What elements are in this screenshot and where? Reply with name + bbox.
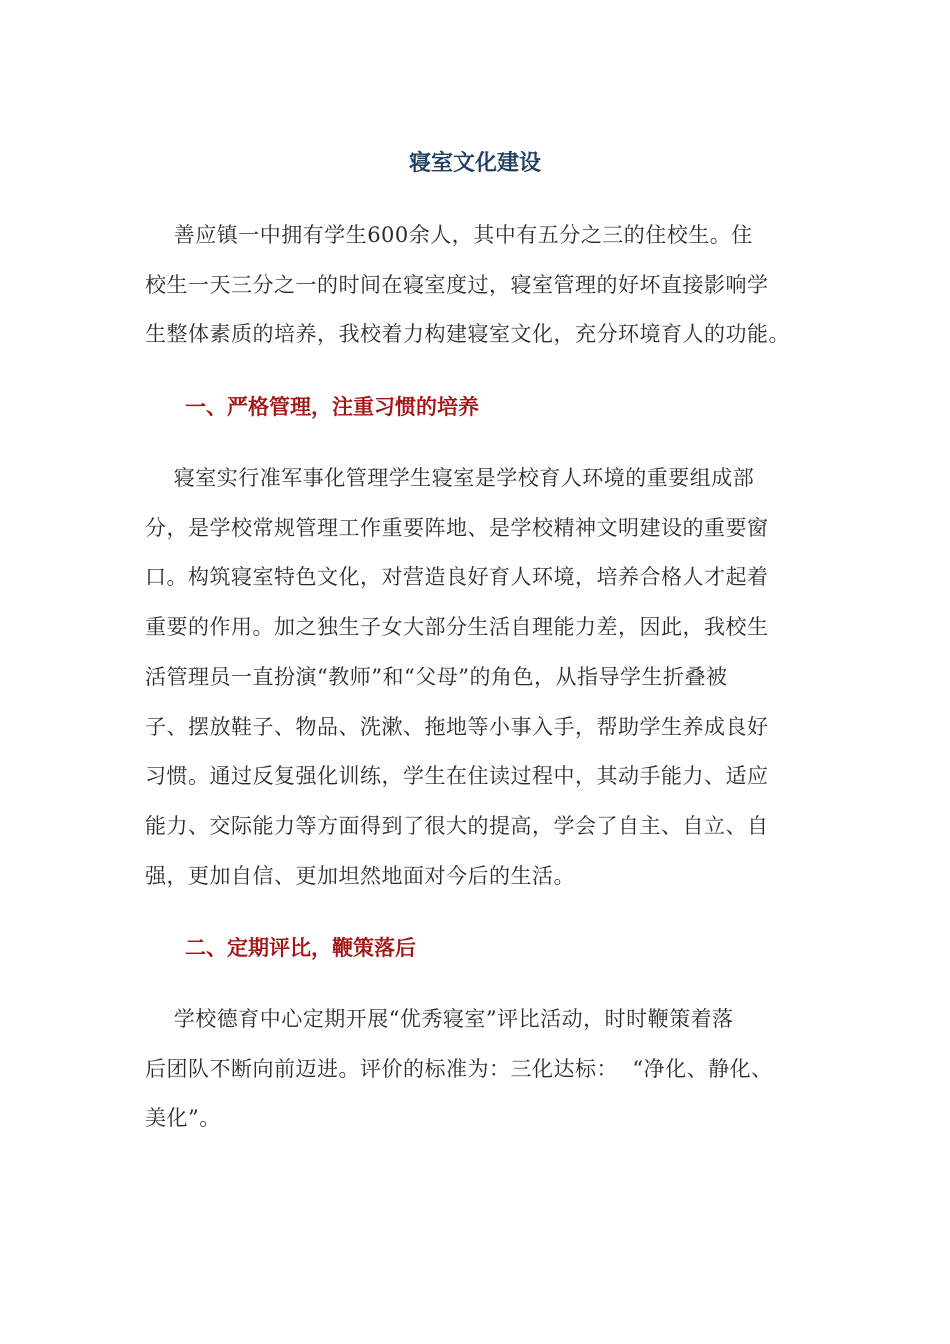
document-title: 寝室文化建设	[408, 150, 541, 176]
paragraph-line: 能力、交际能力等方面得到了很大的提高，学会了自主、自立、自	[145, 813, 769, 838]
section-2-paragraph	[145, 995, 805, 1144]
paragraph-line: 强，更加自信、更加坦然地面对今后的生活。	[145, 863, 575, 888]
section-1-paragraph	[145, 454, 805, 901]
intro-paragraph	[145, 211, 805, 360]
section-1-heading: 一、严格管理，注重习惯的培养	[185, 394, 479, 419]
paragraph-line: 生整体素质的培养，我校着力构建寝室文化，充分环境育人的功能。	[145, 322, 790, 347]
paragraph-line: 寝室实行准军事化管理学生寝室是学校育人环境的重要组成部	[145, 466, 755, 490]
paragraph-line: 口。构筑寝室特色文化，对营造良好育人环境，培养合格人才起着	[145, 565, 769, 590]
section-2-heading: 二、定期评比，鞭策落后	[185, 935, 416, 960]
paragraph-line: 活管理员一直扮演“教师”和“父母”的角色，从指导学生折叠被	[145, 664, 728, 689]
paragraph-line: 善应镇一中拥有学生600余人，其中有五分之三的住校生。住	[145, 223, 753, 247]
paragraph-line: 子、摆放鞋子、物品、洗漱、拖地等小事入手，帮助学生养成良好	[145, 714, 769, 739]
paragraph-line: 校生一天三分之一的时间在寝室度过，寝室管理的好坏直接影响学	[145, 272, 769, 297]
paragraph-line: 习惯。通过反复强化训练，学生在住读过程中，其动手能力、适应	[145, 764, 769, 789]
paragraph-line: 分，是学校常规管理工作重要阵地、是学校精神文明建设的重要窗	[145, 515, 769, 540]
paragraph-line: 美化”。	[145, 1106, 221, 1131]
paragraph-line: 后团队不断向前迈进。评价的标准为：三化达标： “净化、静化、	[145, 1056, 773, 1081]
paragraph-line: 学校德育中心定期开展“优秀寝室”评比活动，时时鞭策着落	[145, 1007, 734, 1031]
paragraph-line: 重要的作用。加之独生子女大部分生活自理能力差，因此，我校生	[145, 615, 769, 640]
